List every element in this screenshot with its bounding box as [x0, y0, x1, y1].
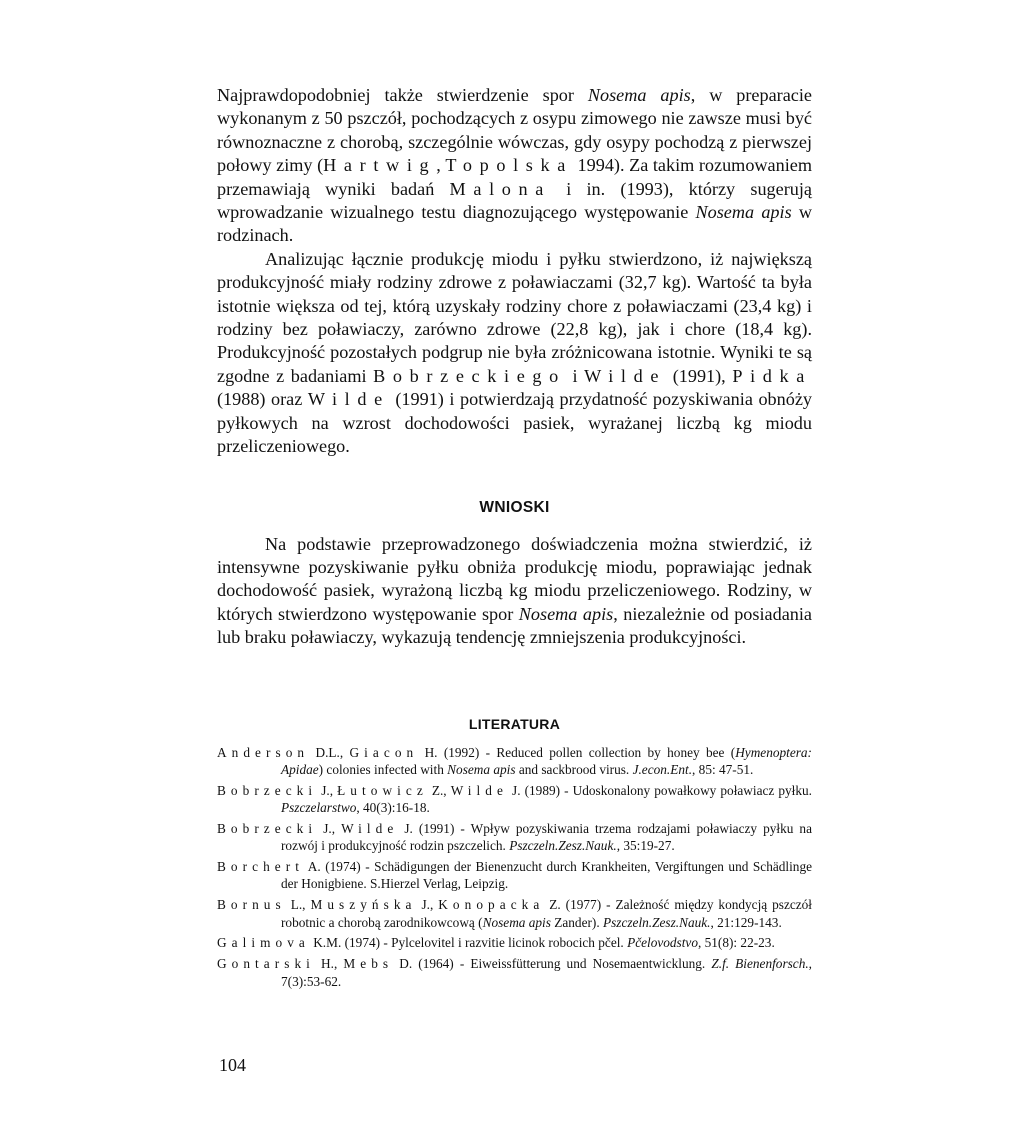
section-heading-conclusions: WNIOSKI	[479, 498, 550, 516]
author-name: Malona	[449, 178, 551, 199]
text-run: D.L.,	[309, 744, 350, 760]
text-run: and sackbrood virus.	[515, 761, 633, 777]
journal-name: Pszczelarstwo	[281, 800, 357, 816]
text-run: Zander).	[550, 914, 603, 930]
page-number: 104	[219, 1055, 246, 1075]
text-run: J.,	[416, 897, 439, 913]
journal-name: Pszczeln.Zesz.Nauk.	[509, 838, 617, 854]
text-run: D. (1964) - Eiweissfütterung und Nosemaentwicklung.	[393, 956, 712, 972]
paragraph-productivity-analysis	[217, 248, 812, 459]
author-name: Łutowicz	[337, 782, 428, 798]
species-name: Nosema apis	[447, 761, 516, 777]
text-run: J.,	[317, 782, 338, 798]
reference-list	[217, 744, 812, 990]
text-run: 1994). Za takim rozumowaniem przemawiają wyniki badań	[217, 155, 812, 199]
page-content	[217, 84, 812, 994]
text-run: Z. (1977) - Zależność między kondycją pszczół robotnic a chorobą zarodnikowcową (	[281, 897, 812, 930]
section-heading-references: LITERATURA	[468, 715, 561, 732]
author-name: Topolska	[445, 155, 573, 176]
author-name: Bobrzeckiego	[373, 365, 566, 386]
paragraph-conclusions	[217, 533, 812, 650]
text-run: , 21:129-143.	[710, 914, 782, 930]
reference-item	[217, 896, 812, 931]
author-name: Borchert	[217, 859, 304, 875]
author-name: Wilde	[307, 389, 390, 410]
paragraph-nosema-diagnosis	[217, 84, 812, 248]
text-run: , 85: 47-51.	[692, 761, 754, 777]
author-name: Hartwig	[323, 155, 437, 176]
journal-name: Pszczeln.Zesz.Nauk.	[603, 914, 711, 930]
reference-item	[217, 955, 812, 990]
text-run: (1991) i potwierdzają przydatność pozyskiwania obnóży pyłkowych na wzrost dochodowości pasiek, wyrażanej liczbą kg miodu przeliczeniowego.	[217, 389, 812, 457]
author-name: Bornus	[217, 897, 286, 913]
text-run: J.,	[317, 820, 342, 836]
author-name: Bobrzecki	[217, 820, 318, 836]
journal-name: J.econ.Ent.	[632, 761, 693, 777]
reference-item	[217, 782, 812, 817]
text-run: Analizując łącznie produkcję miodu i pyłku stwierdzono, iż największą produkcyjność miały rodziny zdrowe z poławiaczami (32,7 kg). Wartość ta była istotnie większa od tej, którą uzyskały rodziny chore z poławiaczami (23,4 kg) i rodziny bez poławiaczy, zarówno zdrowe (22,8 kg), jak i chore (18,4 kg). Produkcyjność pozostałych podgrup nie była zróżnicowana istotnie. Wyniki te są zgodne z badaniami	[217, 248, 812, 386]
text-run: ) colonies infected with	[318, 761, 448, 777]
text-run: ,	[436, 155, 446, 176]
reference-item	[217, 934, 812, 951]
text-run: , w preparacie wykonanym z 50 pszczół, pochodzących z osypu zimowego nie zawsze musi być równoznaczne z chorobą, szczególnie wówczas, gdy osypy pochodzą z pierwszej połowy zimy (	[217, 85, 812, 176]
text-run: w rodzinach.	[217, 202, 812, 246]
species-name: Nosema apis	[518, 603, 614, 624]
journal-name: Z.f. Bienenforsch.	[711, 956, 809, 972]
author-name: Konopacka	[438, 897, 545, 913]
author-name: Bobrzecki	[217, 782, 318, 798]
text-run: J. (1991) - Wpływ pozyskiwania trzema rodzajami poławiaczy pyłku na rozwój i produkcyjność rodzin pszczelich.	[281, 820, 812, 854]
author-name: Anderson	[217, 744, 310, 760]
text-run: , 35:19-27.	[616, 838, 675, 854]
text-run: H.,	[314, 956, 344, 972]
text-run: , niezależnie od posiadania lub braku poławiaczy, wykazują tendencję zmniejszenia produkcyjności.	[217, 603, 812, 648]
author-name: Galimova	[217, 935, 310, 951]
species-name: Nosema apis	[695, 202, 792, 223]
reference-item	[217, 820, 812, 855]
text-run: H. (1992) - Reduced pollen collection by honey bee (	[418, 744, 736, 760]
text-run: Najprawdopodobniej także stwierdzenie spor	[217, 85, 588, 105]
author-name: Wilde	[341, 820, 399, 836]
text-run: , 40(3):16-18.	[356, 800, 430, 816]
reference-item	[217, 744, 812, 779]
text-run: A. (1974) - Schädigungen der Bienenzucht durch Krankheiten, Vergiftungen und Schädlinge der Honigbiene. S.Hierzel Verlag, Leipzig.	[281, 859, 812, 892]
species-name: Nosema apis	[482, 914, 551, 930]
author-name: Wilde	[450, 782, 508, 798]
author-name: Giacon	[349, 744, 419, 760]
text-run: J. (1989) - Udoskonalony powałkowy poławiacz pyłku.	[507, 782, 812, 798]
author-name: Mebs	[343, 956, 394, 972]
text-run: , 51(8): 22-23.	[697, 935, 775, 951]
author-name: Pidka	[732, 365, 812, 386]
text-run: (1991),	[666, 365, 733, 386]
text-run: i in. (1993), którzy sugerują wprowadzanie wizualnego testu diagnozującego występowanie	[217, 178, 812, 223]
text-run: i	[565, 365, 585, 386]
text-run: , 7(3):53-62.	[281, 956, 812, 989]
species-name: Nosema apis	[587, 85, 691, 105]
text-run: Na podstawie przeprowadzonego doświadczenia można stwierdzić, iż intensywne pozyskiwanie pyłku obniża produkcję miodu, poprawiając jednak dochodowość pasiek, wyrażoną liczbą kg miodu przeliczeniowego. Rodziny, w których stwierdzono występowanie spor	[217, 533, 812, 624]
italic-text: Hymenoptera: Apidae	[281, 744, 812, 777]
text-run: K.M. (1974) - Pylcelovitel i razvitie licinok robocich pčel.	[309, 935, 628, 951]
text-run: (1988) oraz	[217, 389, 308, 410]
author-name: Muszyńska	[310, 897, 417, 913]
text-run: Z.,	[427, 782, 451, 798]
author-name: Gontarski	[217, 956, 315, 972]
author-name: Wilde	[584, 365, 667, 386]
journal-name: Pčelovodstvo	[627, 935, 698, 951]
reference-item	[217, 858, 812, 893]
text-run: L.,	[285, 897, 311, 913]
